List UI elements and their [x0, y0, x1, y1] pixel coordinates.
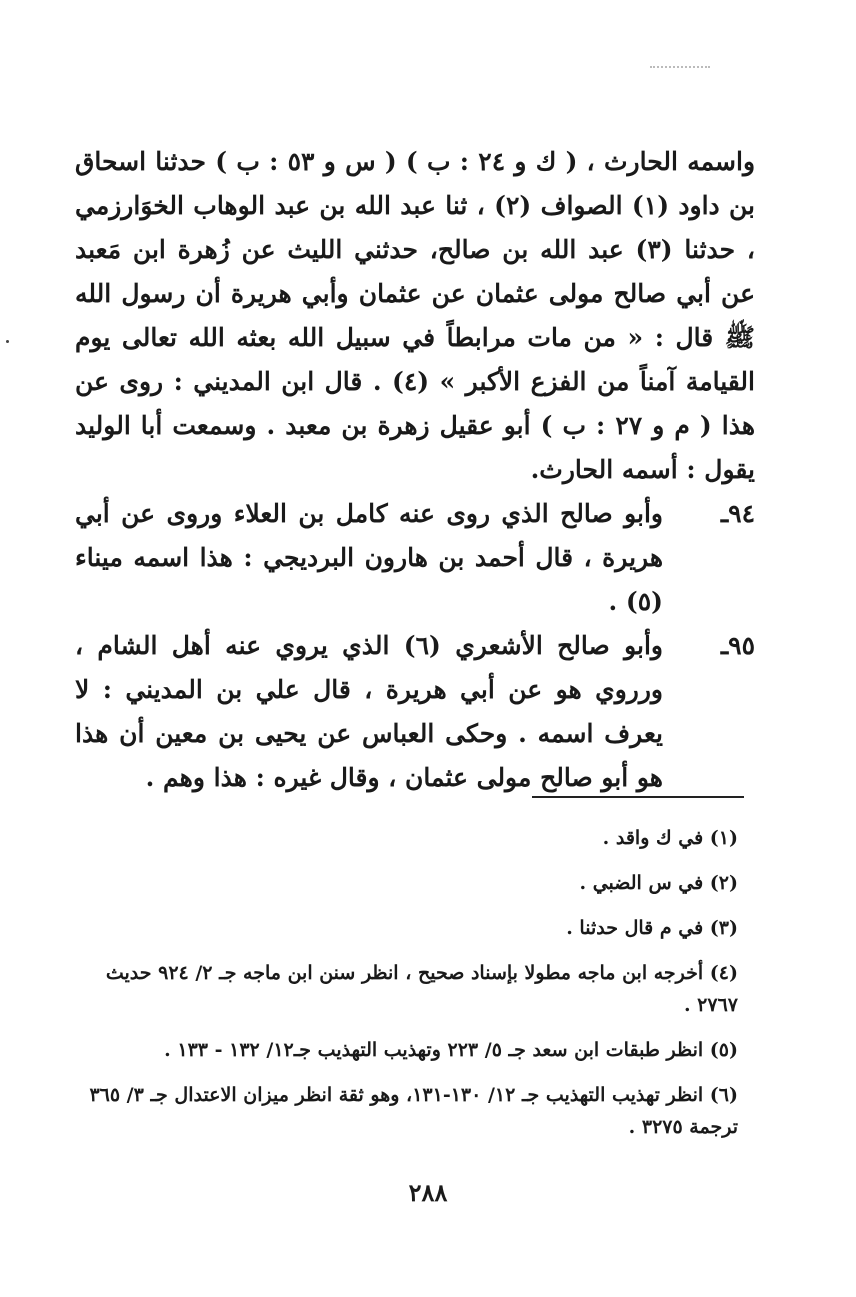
scan-speck: [650, 66, 710, 72]
opening-paragraph: واسمه الحارث ، ( ك و ٢٤ : ب ) ( س و ٥٣ : ب ) حدثنا اسحاق بن داود (١) الصواف (٢) ، ثنا عبد الله بن عبد الوهاب الخوَارزمي ، حدثنا (٣) عبد الله بن صالح، حدثني الليث عن زُهرة ابن مَعبد عن أبي صالح مولى عثمان عن عثمان وأبي هريرة أن رسول الله ﷺ قال : « من مات مرابطاً في سبيل الله بعثه الله تعالى يوم القيامة آمناً من الفزع الأكبر » (٤) . قال ابن المديني : روى عن هذا ( م و ٢٧ : ب ) أبو عقيل زهرة بن معبد . وسمعت أبا الوليد يقول : أسمه الحارث.: [75, 147, 756, 484]
footnotes: [70, 822, 738, 1156]
footnote-4: (٤) أخرجه ابن ماجه مطولا بإسناد صحيح ، انظر سنن ابن ماجه جـ ٢/ ٩٢٤ حديث ٢٧٦٧ .: [105, 962, 738, 1016]
footnote-3: (٣) في م قال حدثنا .: [566, 917, 738, 939]
footnote-5: (٥) انظر طبقات ابن سعد جـ ٥/ ٢٢٣ وتهذيب التهذيب جـ١٢/ ١٣٢ - ١٣٣ .: [164, 1039, 738, 1061]
entry-95: [75, 624, 755, 800]
entry-number: ٩٥ـ: [720, 631, 755, 660]
entry-text: وأبو صالح الأشعري (٦) الذي يروي عنه أهل الشام ، ورروي هو عن أبي هريرة ، قال علي بن المديني : لا يعرف اسمه . وحكى العباس عن يحيى بن معين أن هذا هو أبو صالح مولى عثمان ، وقال غيره : هذا وهم .: [75, 631, 663, 792]
main-text: [75, 140, 755, 800]
footnote-divider: [532, 796, 744, 798]
scan-dot: [6, 340, 9, 343]
entry-text: وأبو صالح الذي روى عنه كامل بن العلاء وروى عن أبي هريرة ، قال أحمد بن هارون البرديجي : هذا اسمه ميناء (٥) .: [75, 499, 663, 616]
page-number: ٢٨٨: [408, 1178, 448, 1207]
footnote-6: (٦) انظر تهذيب التهذيب جـ ١٢/ ١٣٠-١٣١، وهو ثقة انظر ميزان الاعتدال جـ ٣/ ٣٦٥ ترجمة ٣٢٧٥ .: [89, 1084, 738, 1138]
footnote-1: (١) في ك واقد .: [602, 827, 738, 849]
entry-number: ٩٤ـ: [720, 499, 755, 528]
entry-94: [75, 492, 755, 624]
footnote-2: (٢) في س الضبي .: [579, 872, 738, 894]
